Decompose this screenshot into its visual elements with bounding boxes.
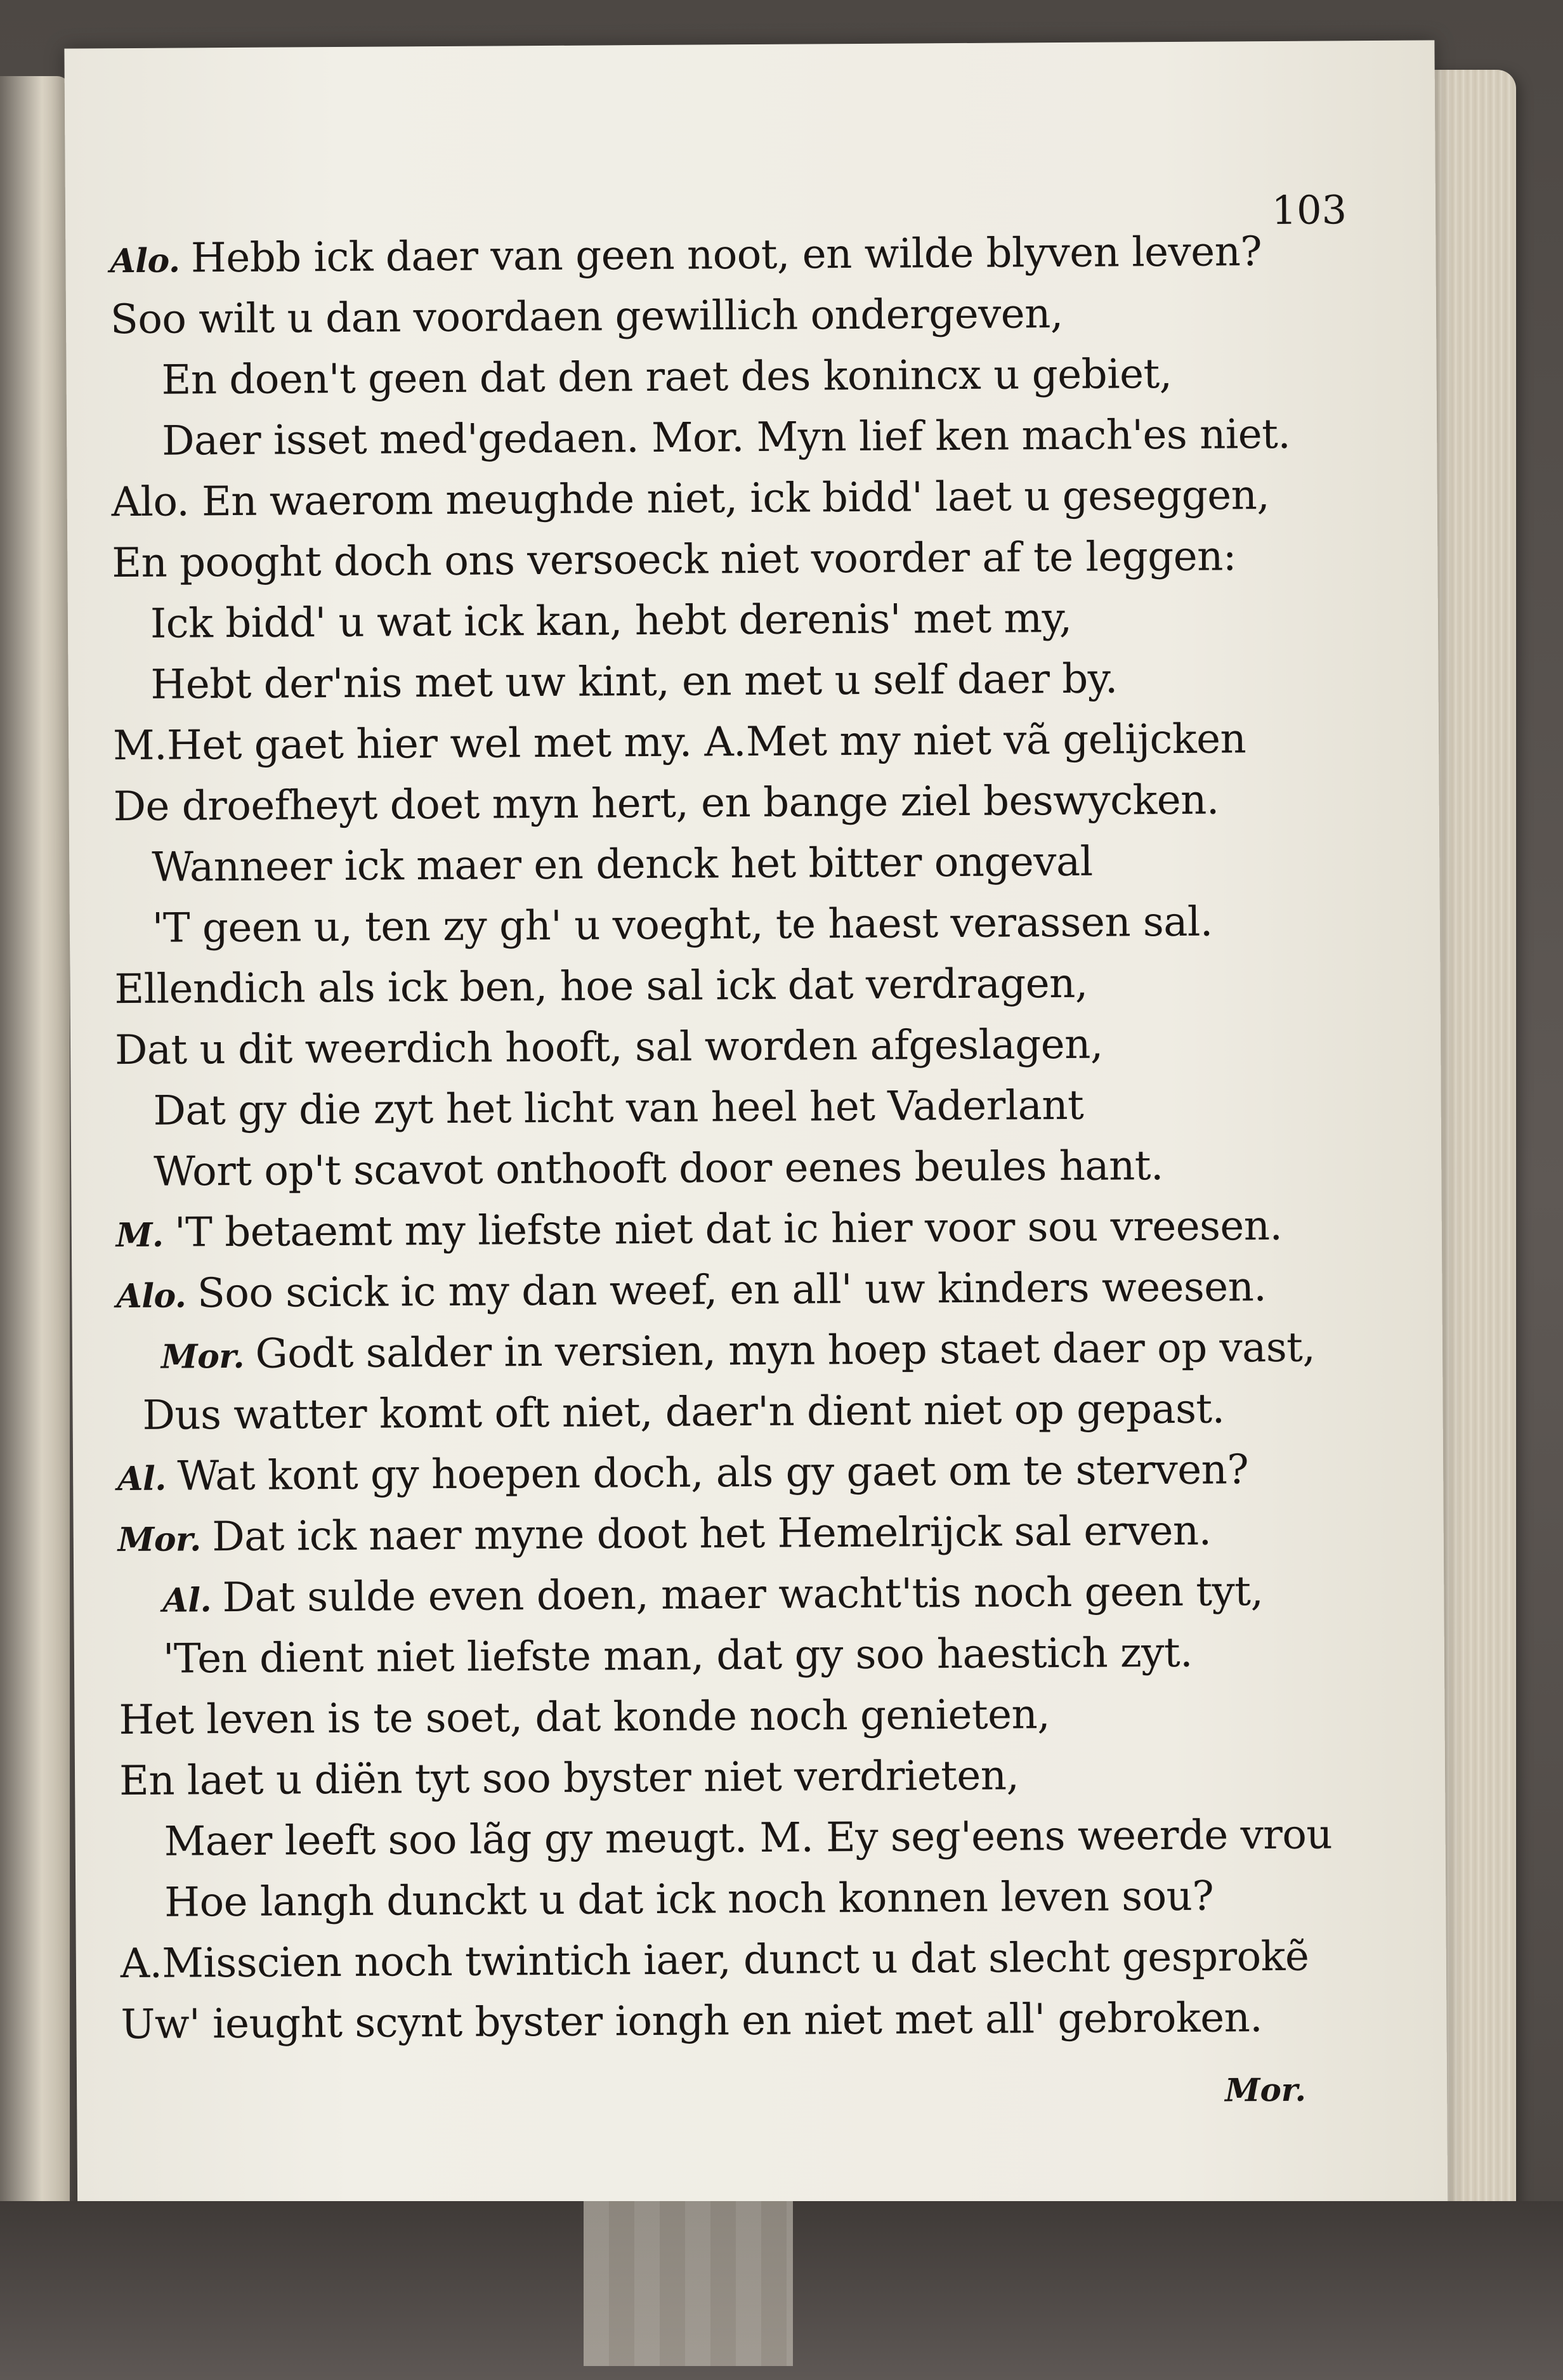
verse-line (119, 1752, 1019, 1805)
verse-text: Godt salder in versien, myn hoep staet daer op vast, (255, 1324, 1316, 1378)
verse-line (161, 410, 1291, 465)
verse-line (112, 716, 1246, 770)
verse-line (115, 1202, 1283, 1257)
verse-text: Dus watter komt oft niet, daer'n dient niet op gepast. (142, 1385, 1225, 1439)
verse-text: Dat u dit weerdich hooft, sal worden afgeslagen, (114, 1021, 1103, 1075)
verse-text: En doen't geen dat den raet des konincx u gebiet, (161, 350, 1172, 404)
verse-text: Soo scick ic my dan weef, en all' uw kinders weesen. (197, 1264, 1267, 1318)
speaker-label: M. (115, 1215, 175, 1255)
verse-line (154, 1142, 1164, 1196)
verse-text-tail: Mor. Myn lief ken mach'es niet. (638, 410, 1291, 462)
verse-line (114, 960, 1088, 1014)
verse-text: Wort op't scavot onthooft door eenes beules hant. (154, 1142, 1164, 1196)
verse-line (112, 533, 1237, 587)
book-page (64, 40, 1448, 2249)
verse-line (162, 1568, 1264, 1622)
verse-text: Hebt der'nis met uw kint, en met u self daer by. (150, 655, 1118, 709)
verse-text: Hebb ick daer van geen noot, en wilde blyven leven? (190, 228, 1262, 282)
verse-text: 'T geen u, ten zy gh' u voeght, te haest verassen sal. (152, 898, 1213, 952)
speaker-label: Al. (117, 1459, 178, 1499)
verse-line (164, 1873, 1214, 1926)
verse-line (116, 1264, 1267, 1318)
verse-text: Maer leeft soo lãg gy meugt. M. Ey seg'eens weerde vrou (164, 1811, 1333, 1866)
verse-line (164, 1811, 1333, 1866)
page-number: 103 (1271, 186, 1347, 234)
verse-text: Dat gy die zyt het licht van heel het Vaderlant (153, 1082, 1084, 1135)
verse-text: Dat sulde even doen, maer wacht'tis noch geen tyt, (222, 1568, 1264, 1622)
verse-text: 'Ten dient niet liefste man, dat gy soo haestich zyt. (162, 1629, 1193, 1683)
verse-text: Hoe langh dunckt u dat ick noch konnen leven sou? (164, 1873, 1214, 1926)
verse-line (150, 594, 1072, 648)
speaker-label: Mor. (160, 1337, 256, 1376)
verse-text: Dat ick naer myne doot het Hemelrijck sal erven. (212, 1507, 1212, 1561)
verse-text: Ick bidd' u wat ick kan, hebt derenis' met my, (150, 594, 1072, 648)
verse-line (161, 350, 1172, 404)
verse-line (160, 1324, 1316, 1378)
verse-line (120, 1933, 1309, 1988)
facing-page-edge (0, 76, 70, 2233)
verse-line (117, 1507, 1212, 1561)
speaker-label: Mor. (117, 1520, 213, 1560)
speaker-label: Alo. (110, 241, 192, 281)
verse-line (110, 228, 1262, 282)
verse-line (121, 1994, 1263, 2049)
verse-line (117, 1446, 1249, 1500)
verse-text: Ellendich als ick ben, hoe sal ick dat verdragen, (114, 960, 1088, 1014)
verse-line (153, 1082, 1084, 1135)
speaker-label: Alo. (116, 1276, 198, 1316)
verse-line (119, 1691, 1050, 1744)
verse-line (152, 838, 1093, 891)
verse-line (114, 1021, 1103, 1075)
verse-line (162, 1629, 1193, 1683)
verse-line (113, 776, 1219, 831)
verse-text: 'T betaemt my liefste niet dat ic hier voor sou vreesen. (174, 1202, 1283, 1257)
catchword: Mor. (1224, 2070, 1307, 2109)
verse-text: Alo. En waerom meughde niet, ick bidd' laet u geseggen, (111, 472, 1270, 526)
verse-text: Daer isset med'gedaen. (161, 415, 639, 465)
verse-text: A.Misscien noch twintich iaer, dunct u dat slecht gesprokẽ (120, 1933, 1309, 1988)
verse-text: M.Het gaet hier wel met my. A.Met my niet vã gelijcken (112, 716, 1246, 770)
verse-text: En laet u diën tyt soo byster niet verdrieten, (119, 1752, 1019, 1805)
verse-line (152, 898, 1213, 952)
speaker-label: Al. (162, 1581, 223, 1620)
verse-line (150, 655, 1118, 709)
verse-text: Uw' ieught scynt byster iongh en niet met all' gebroken. (121, 1994, 1263, 2049)
background-surface (0, 2201, 1563, 2380)
verse-text: Wat kont gy hoepen doch, als gy gaet om te sterven? (177, 1446, 1249, 1500)
verse-text: Soo wilt u dan voordaen gewillich ondergeven, (110, 291, 1063, 344)
verse-line (111, 472, 1270, 526)
verse-text: Wanneer ick maer en denck het bitter ongeval (152, 838, 1093, 891)
verse-text: De droefheyt doet myn hert, en bange ziel beswycken. (113, 776, 1219, 831)
verse-line (142, 1385, 1225, 1439)
bookmark-ribbon (584, 2201, 793, 2366)
verse-text: Het leven is te soet, dat konde noch genieten, (119, 1691, 1050, 1744)
verse-line (110, 291, 1063, 344)
verse-text: En pooght doch ons versoeck niet voorder af te leggen: (112, 533, 1237, 587)
